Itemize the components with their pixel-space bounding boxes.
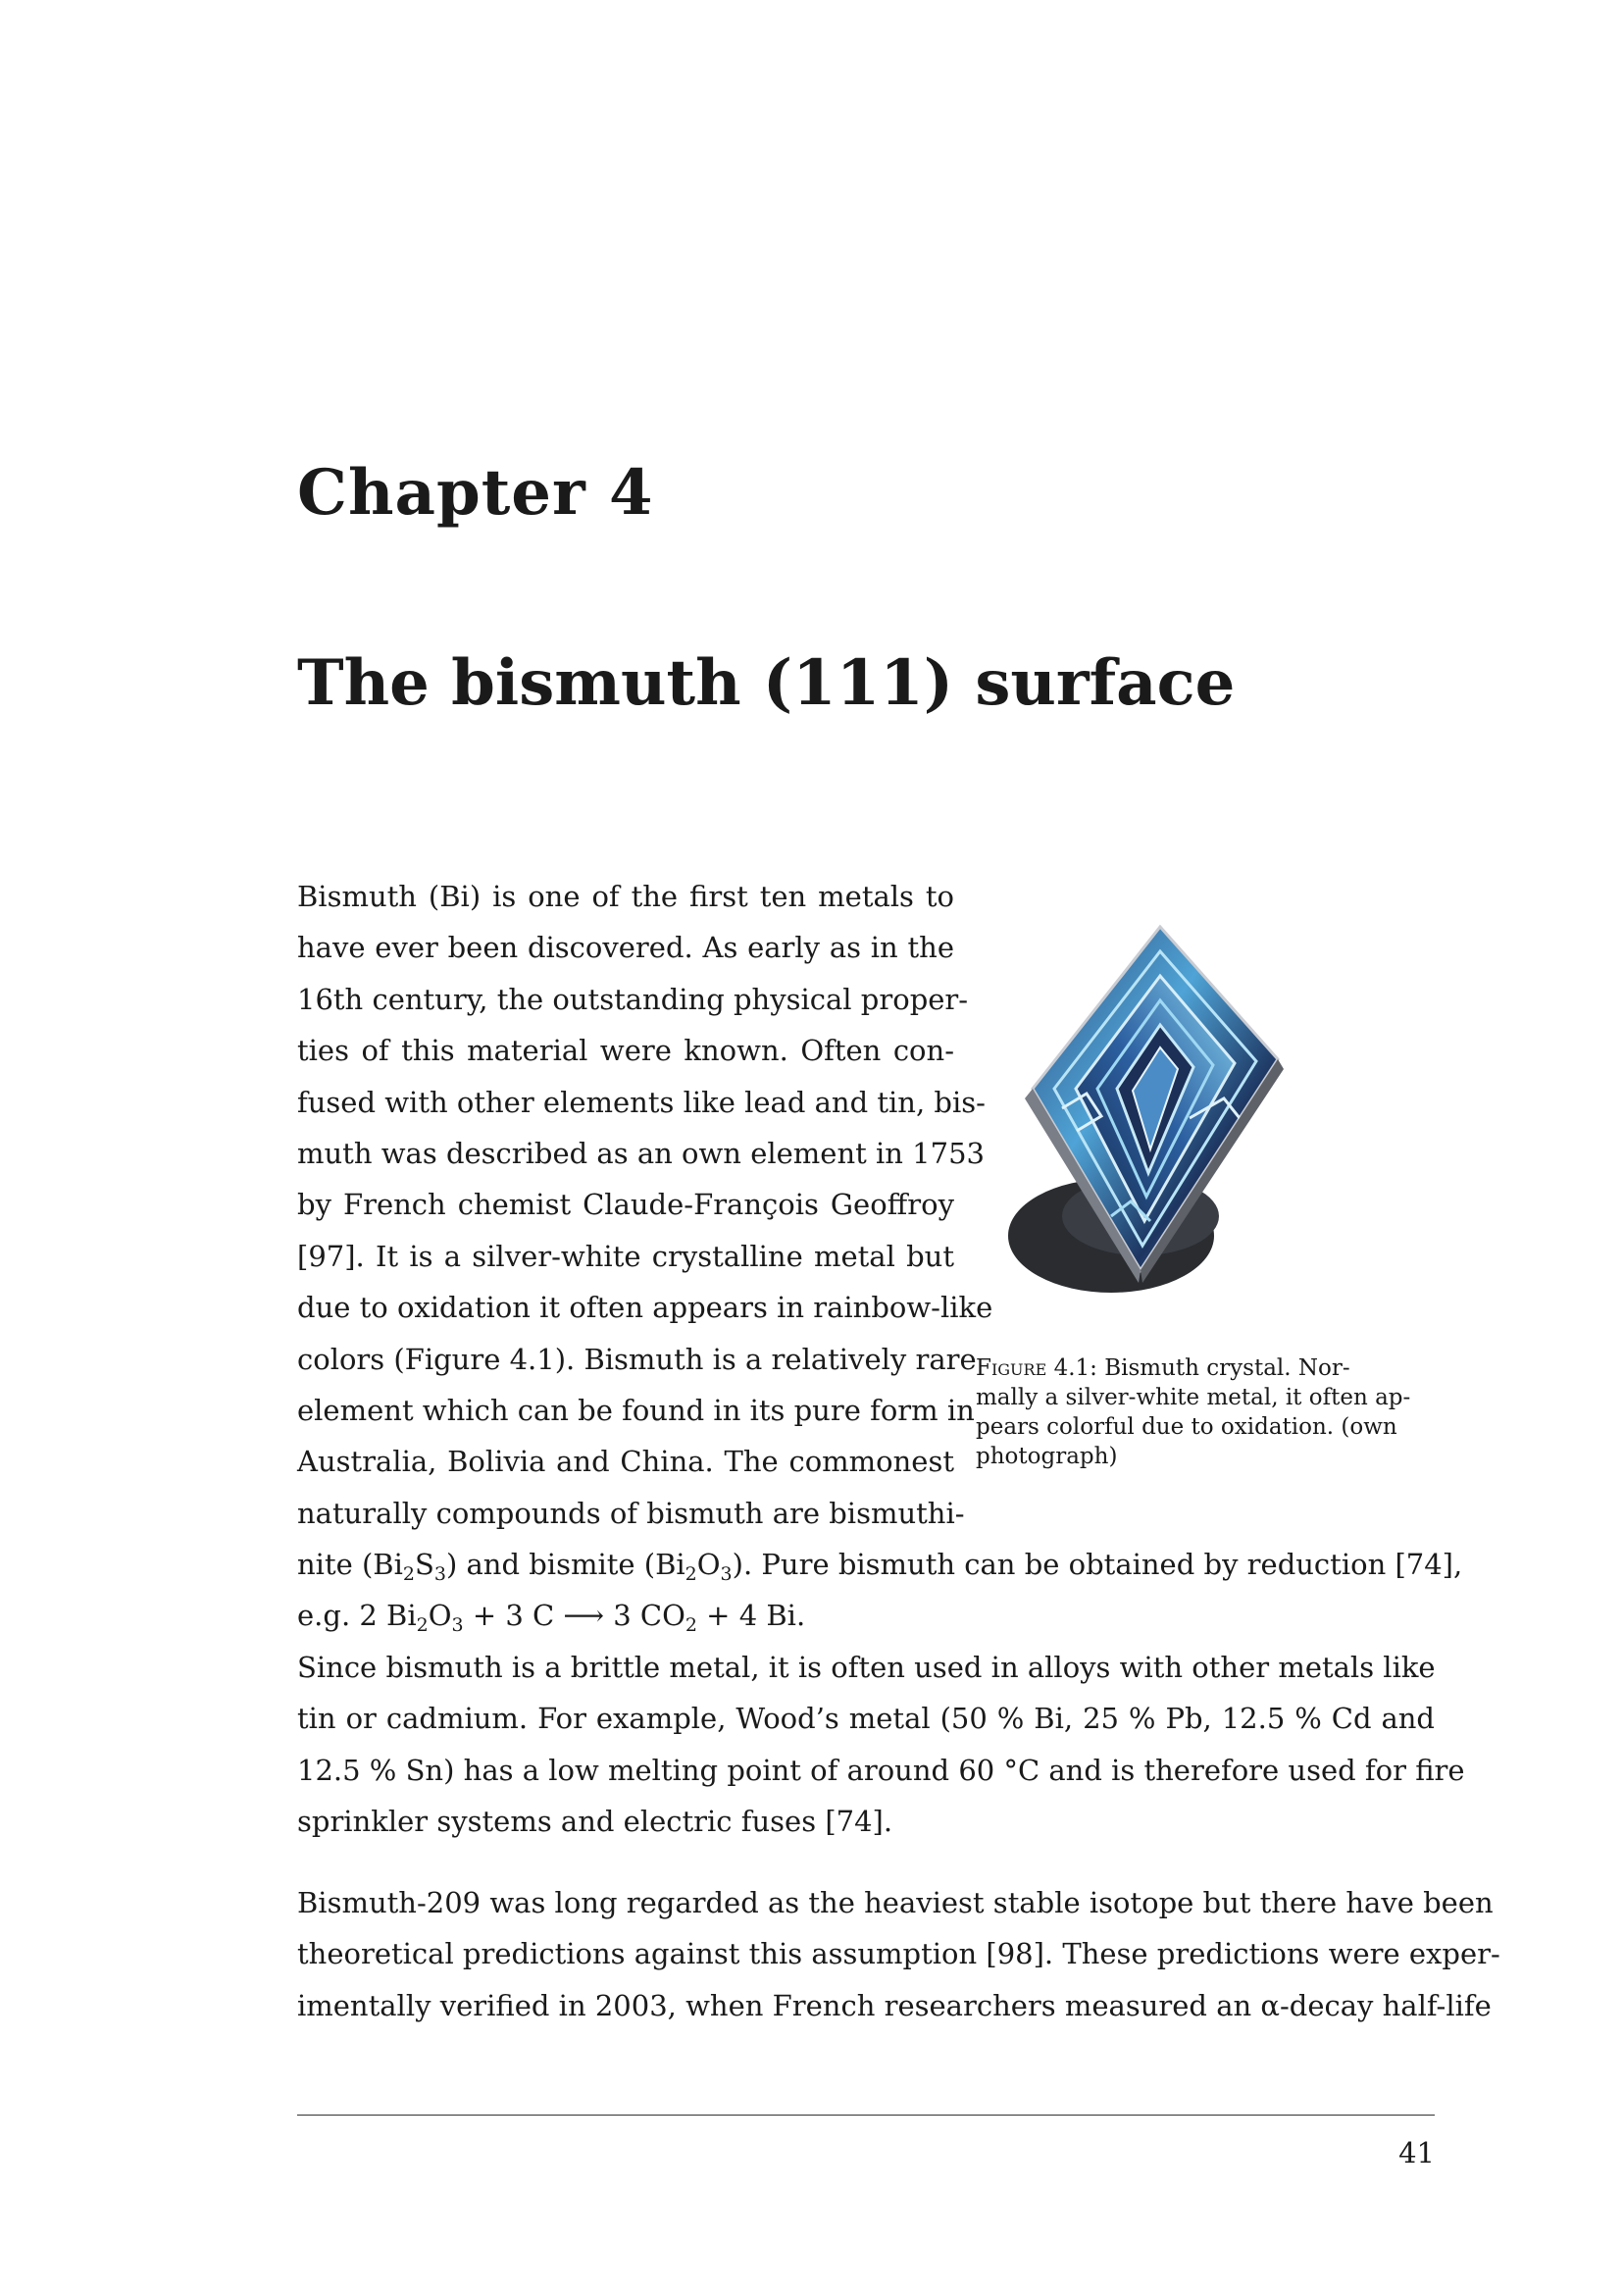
subscript: 2 bbox=[402, 1563, 415, 1585]
figure-4-1 bbox=[976, 922, 1439, 1469]
caption-line: photograph) bbox=[976, 1444, 1118, 1469]
text-line: [97]. It is a silver-white crystalline metal but bbox=[297, 1239, 954, 1273]
paragraph-3 bbox=[297, 1877, 1500, 2031]
text-line: theoretical predictions against this assumption [98]. These predictions were exper- bbox=[297, 1937, 1500, 1971]
text-line: colors (Figure 4.1). Bismuth is a relatively rare bbox=[297, 1342, 977, 1376]
chapter-label: Chapter 4 bbox=[297, 456, 654, 530]
subscript: 3 bbox=[720, 1563, 733, 1585]
text-line: by French chemist Claude-François Geoffroy bbox=[297, 1188, 954, 1222]
text-line-formula bbox=[297, 1539, 1463, 1590]
subscript: 2 bbox=[416, 1614, 429, 1637]
chapter-title: The bismuth (111) surface bbox=[297, 646, 1236, 720]
text-line: Bismuth (Bi) is one of the first ten metals to bbox=[297, 880, 954, 913]
footer-rule bbox=[297, 2115, 1435, 2116]
text-line: 12.5 % Sn) has a low melting point of around 60 °C and is therefore used for fire bbox=[297, 1753, 1465, 1787]
text-run: + 4 Bi. bbox=[696, 1599, 806, 1633]
subscript: 2 bbox=[685, 1563, 697, 1585]
text-line: naturally compounds of bismuth are bismuthi- bbox=[297, 1496, 965, 1530]
text-line: 16th century, the outstanding physical proper- bbox=[297, 982, 969, 1016]
figure-label: Figure 4.1: bbox=[976, 1355, 1097, 1381]
text-line: imentally verified in 2003, when French researchers measured an α-decay half-life bbox=[297, 1988, 1492, 2022]
text-line: ties of this material were known. Often con- bbox=[297, 1034, 954, 1068]
text-line: Australia, Bolivia and China. The commonest bbox=[297, 1445, 954, 1479]
subscript: 3 bbox=[433, 1563, 446, 1585]
text-line: Bismuth-209 was long regarded as the heaviest stable isotope but there have been bbox=[297, 1886, 1494, 1919]
text-run: e.g. 2 Bi bbox=[297, 1599, 417, 1633]
text-line: tin or cadmium. For example, Wood’s metal (50 % Bi, 25 % Pb, 12.5 % Cd and bbox=[297, 1702, 1435, 1736]
paragraph-1-wrapped bbox=[297, 871, 993, 1539]
caption-line bbox=[976, 1353, 1439, 1383]
text-line: have ever been discovered. As early as in the bbox=[297, 931, 954, 965]
paragraph-1-continued bbox=[297, 1539, 1463, 1642]
caption-line: pears colorful due to oxidation. (own bbox=[976, 1414, 1397, 1440]
text-line: element which can be found in its pure form in bbox=[297, 1393, 975, 1427]
text-run: ) and bismite (Bi bbox=[445, 1548, 685, 1581]
reaction-equation bbox=[297, 1590, 1435, 1641]
text-run: nite (Bi bbox=[297, 1548, 403, 1581]
text-line: Since bismuth is a brittle metal, it is often used in alloys with other metals like bbox=[297, 1651, 1436, 1684]
text-run: ). Pure bismuth can be obtained by reduction [74], bbox=[732, 1548, 1463, 1581]
paragraph-2 bbox=[297, 1642, 1465, 1848]
caption-text: Bismuth crystal. Nor- bbox=[1104, 1355, 1350, 1381]
subscript: 2 bbox=[685, 1614, 697, 1637]
text-run: + 3 C ⟶ 3 CO bbox=[463, 1599, 685, 1633]
subscript: 3 bbox=[451, 1614, 464, 1637]
text-run: O bbox=[696, 1548, 721, 1581]
text-line: muth was described as an own element in 1753 bbox=[297, 1136, 985, 1170]
figure-caption bbox=[976, 1353, 1439, 1471]
text-line: due to oxidation it often appears in rainbow-like bbox=[297, 1291, 993, 1325]
text-line: fused with other elements like lead and tin, bis- bbox=[297, 1085, 986, 1119]
bismuth-crystal-photo bbox=[993, 922, 1288, 1304]
text-run: S bbox=[414, 1548, 434, 1581]
caption-line: mally a silver-white metal, it often ap- bbox=[976, 1385, 1411, 1410]
text-run: O bbox=[428, 1599, 452, 1633]
page-number: 41 bbox=[1398, 2136, 1435, 2169]
text-line: sprinkler systems and electric fuses [74]. bbox=[297, 1805, 893, 1839]
